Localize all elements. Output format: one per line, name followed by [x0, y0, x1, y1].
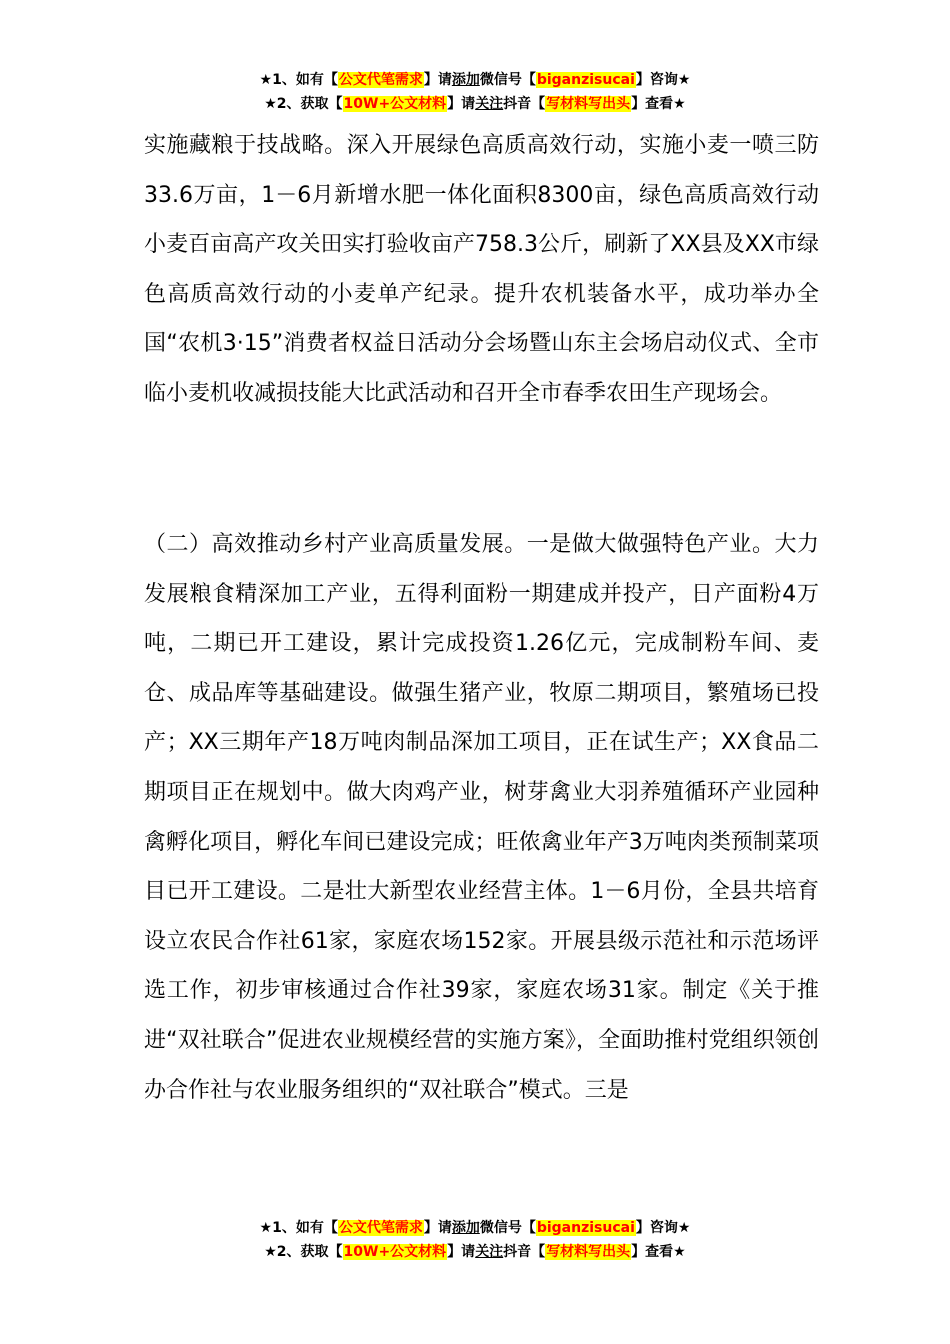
banner-line1-mid: 】请 — [423, 72, 452, 88]
body-paragraph-1 — [144, 121, 819, 419]
banner-highlight-materials: 10W+公文材料 — [343, 96, 447, 112]
banner-line-1 — [0, 1216, 950, 1240]
banner-line1-mid2: 微信号【 — [479, 1220, 536, 1236]
banner-line1-emphasis: 添加 — [451, 72, 480, 88]
banner-highlight-wechat: biganzisucai — [536, 72, 635, 88]
header-banner — [0, 68, 950, 116]
banner-line1-emphasis: 添加 — [451, 1220, 480, 1236]
banner-line1-suffix: 】咨询★ — [635, 72, 691, 88]
banner-line1-prefix: ★1、如有【 — [259, 1220, 338, 1236]
banner-line2-suffix: 】查看★ — [631, 96, 686, 112]
banner-line-2 — [0, 1240, 950, 1264]
banner-line2-prefix: ★2、获取【 — [264, 96, 343, 112]
banner-line-1 — [0, 68, 950, 92]
banner-highlight-materials: 10W+公文材料 — [343, 1244, 447, 1260]
banner-highlight-douyin: 写材料写出头 — [546, 96, 631, 112]
body-paragraph-2 — [144, 520, 819, 1115]
banner-line1-prefix: ★1、如有【 — [259, 72, 338, 88]
banner-highlight-douyin: 写材料写出头 — [546, 1244, 631, 1260]
banner-line-2 — [0, 92, 950, 116]
banner-line1-suffix: 】咨询★ — [635, 1220, 691, 1236]
banner-highlight-wechat: biganzisucai — [536, 1220, 635, 1236]
banner-highlight-service: 公文代笔需求 — [338, 72, 423, 88]
banner-line2-mid2: 抖音【 — [503, 1244, 546, 1260]
banner-line1-mid2: 微信号【 — [479, 72, 536, 88]
banner-line2-mid: 】请 — [447, 96, 476, 112]
banner-line2-suffix: 】查看★ — [631, 1244, 686, 1260]
paragraph-text: （二）高效推动乡村产业高质量发展。一是做大做强特色产业。大力发展粮食精深加工产业，五得利面粉一期建成并投产，日产面粉4万吨，二期已开工建设，累计完成投资1.26亿元，完成制粉车间、麦仓、成品库等基础建设。做强生猪产业，牧原二期项目，繁殖场已投产；XX三期年产18万吨肉制品深加工项目，正在试生产；XX食品二期项目正在规划中。做大肉鸡产业，树芽禽业大羽养殖循环产业园种禽孵化项目，孵化车间已建设完成；旺侬禽业年产3万吨肉类预制菜项目已开工建设。二是壮大新型农业经营主体。1－6月份，全县共培育设立农民合作社61家，家庭农场152家。开展县级示范社和示范场评选工作，初步审核通过合作社39家，家庭农场31家。制定《关于推进“双社联合”促进农业规模经营的实施方案》，全面助推村党组织领创办合作社与农业服务组织的“双社联合”模式。三是 — [144, 532, 820, 1103]
banner-line2-emphasis: 关注 — [475, 1244, 504, 1260]
banner-highlight-service: 公文代笔需求 — [338, 1220, 423, 1236]
banner-line2-emphasis: 关注 — [475, 96, 504, 112]
paragraph-text: 实施藏粮于技战略。深入开展绿色高质高效行动，实施小麦一喷三防33.6万亩，1－6月新增水肥一体化面积8300亩，绿色高质高效行动小麦百亩高产攻关田实打验收亩产758.3公斤，刷新了XX县及XX市绿色高质高效行动的小麦单产纪录。提升农机装备水平，成功举办全国“农机3·15”消费者权益日活动分会场暨山东主会场启动仪式、全市临小麦机收减损技能大比武活动和召开全市春季农田生产现场会。 — [144, 133, 819, 406]
banner-line2-prefix: ★2、获取【 — [264, 1244, 343, 1260]
banner-line2-mid2: 抖音【 — [503, 96, 546, 112]
footer-banner — [0, 1216, 950, 1264]
banner-line1-mid: 】请 — [423, 1220, 452, 1236]
banner-line2-mid: 】请 — [447, 1244, 476, 1260]
